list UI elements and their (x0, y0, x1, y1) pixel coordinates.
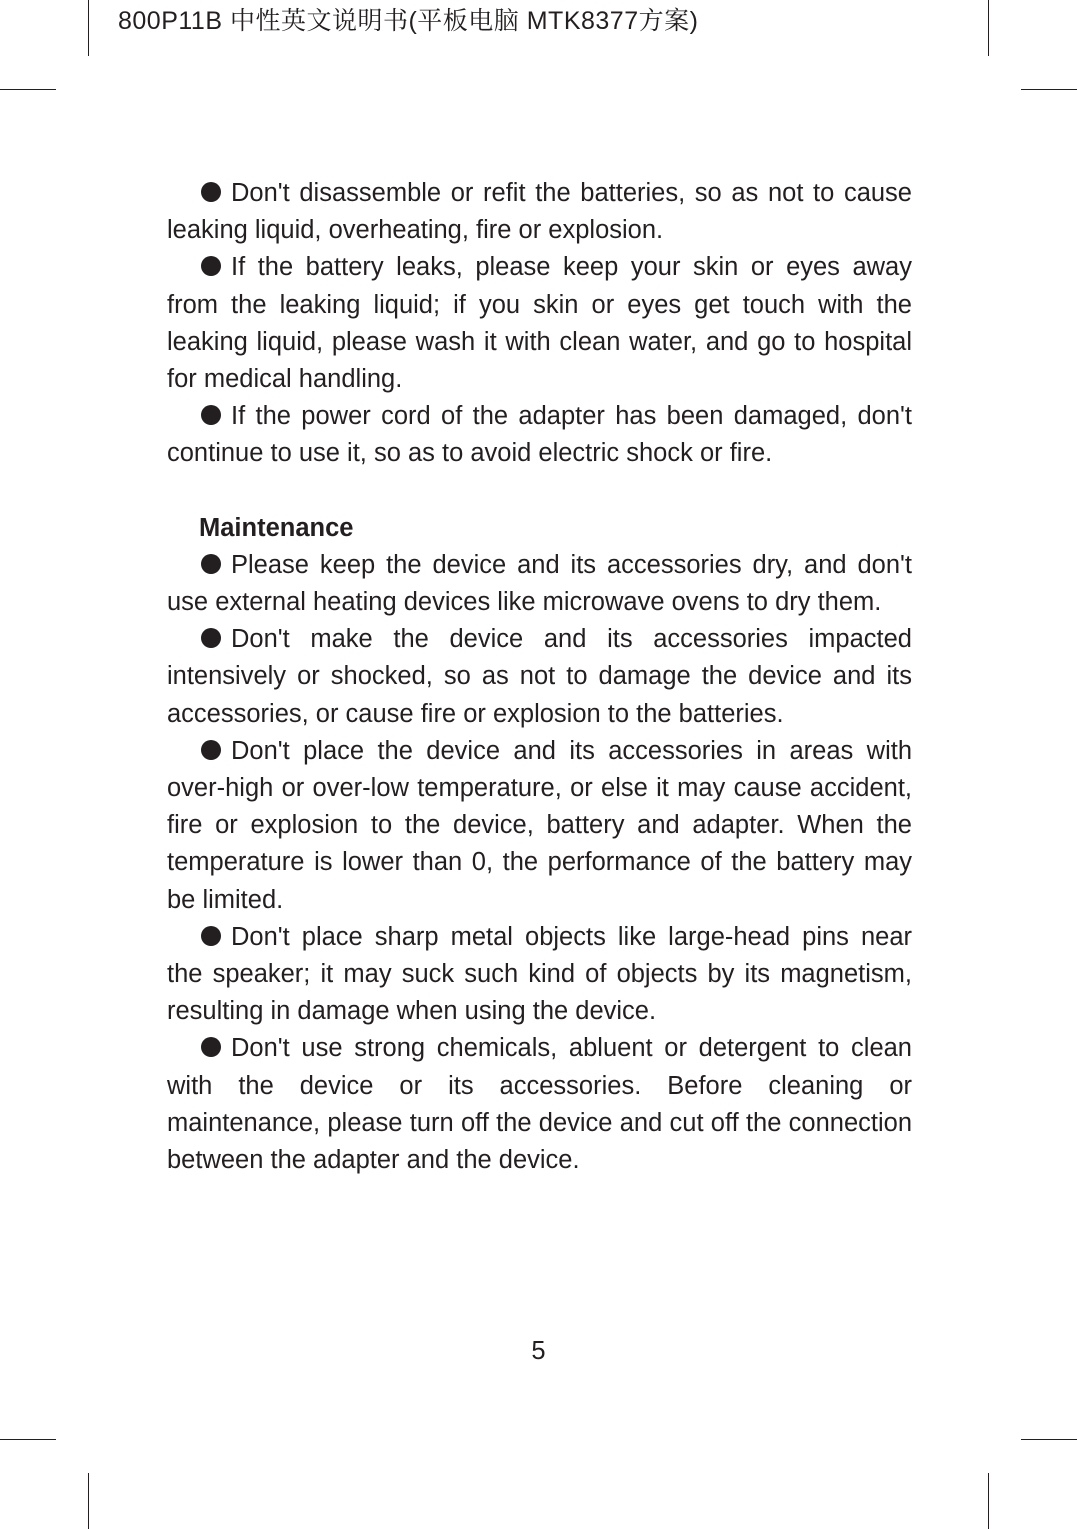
bullet-icon (201, 554, 221, 574)
maintenance-item (167, 733, 912, 919)
maintenance-item (167, 1030, 912, 1179)
maintenance-item-text: Please keep the device and its accessories dry, and don't use external heating devices like microwave ovens to dry them. (167, 550, 912, 617)
maintenance-item-text: Don't use strong chemicals, abluent or detergent to clean with the device or its accessories. Before cleaning or maintenance, please turn off the device and cut off the connection between the adapter and the device. (167, 1034, 912, 1175)
header-title: 800P11B 中性英文说明书(平板电脑 MTK8377方案) (118, 7, 699, 35)
safety-item-text: If the battery leaks, please keep your skin or eyes away from the leaking liquid; if you skin or eyes get touch with the leaking liquid, please wash it with clean water, and go to hospital for medical handling. (167, 253, 912, 394)
maintenance-item-text: Don't place sharp metal objects like large-head pins near the speaker; it may suck such kind of objects by its magnetism, resulting in damage when using the device. (167, 922, 912, 1026)
safety-item-text: If the power cord of the adapter has been damaged, don't continue to use it, so as to avoid electric shock or fire. (167, 402, 912, 468)
page-number: 5 (531, 1337, 546, 1365)
page-content (167, 175, 912, 1179)
maintenance-item (167, 547, 912, 621)
crop-mark-bottom-right (988, 1473, 989, 1529)
bullet-icon (201, 926, 221, 946)
bullet-icon (201, 628, 221, 648)
bullet-icon (201, 182, 221, 202)
safety-item (167, 398, 912, 472)
crop-mark-bottom-left (88, 1473, 89, 1529)
maintenance-item-text: Don't make the device and its accessories impacted intensively or shocked, so as not to damage the device and its accessories, or cause fire or explosion to the batteries. (167, 625, 912, 728)
maintenance-item (167, 621, 912, 733)
maintenance-item (167, 919, 912, 1031)
crop-mark-top-right (988, 0, 989, 56)
crop-mark-right-upper (1021, 89, 1077, 90)
crop-mark-left-upper (0, 89, 56, 90)
bullet-icon (201, 740, 221, 760)
maintenance-item-text: Don't place the device and its accessories in areas with over-high or over-low temperature, or else it may cause accident, fire or explosion to the device, battery and adapter. When the temperature is lower than 0, the performance of the battery may be limited. (167, 736, 912, 914)
bullet-icon (201, 405, 221, 425)
bullet-icon (201, 1037, 221, 1057)
safety-item (167, 249, 912, 398)
safety-item-text: Don't disassemble or refit the batteries, so as not to cause leaking liquid, overheating, fire or explosion. (167, 179, 912, 245)
maintenance-heading: Maintenance (199, 513, 354, 542)
crop-mark-right-lower (1021, 1439, 1077, 1440)
crop-mark-top-left (88, 0, 89, 56)
crop-mark-left-lower (0, 1439, 56, 1440)
safety-item (167, 175, 912, 249)
bullet-icon (201, 256, 221, 276)
